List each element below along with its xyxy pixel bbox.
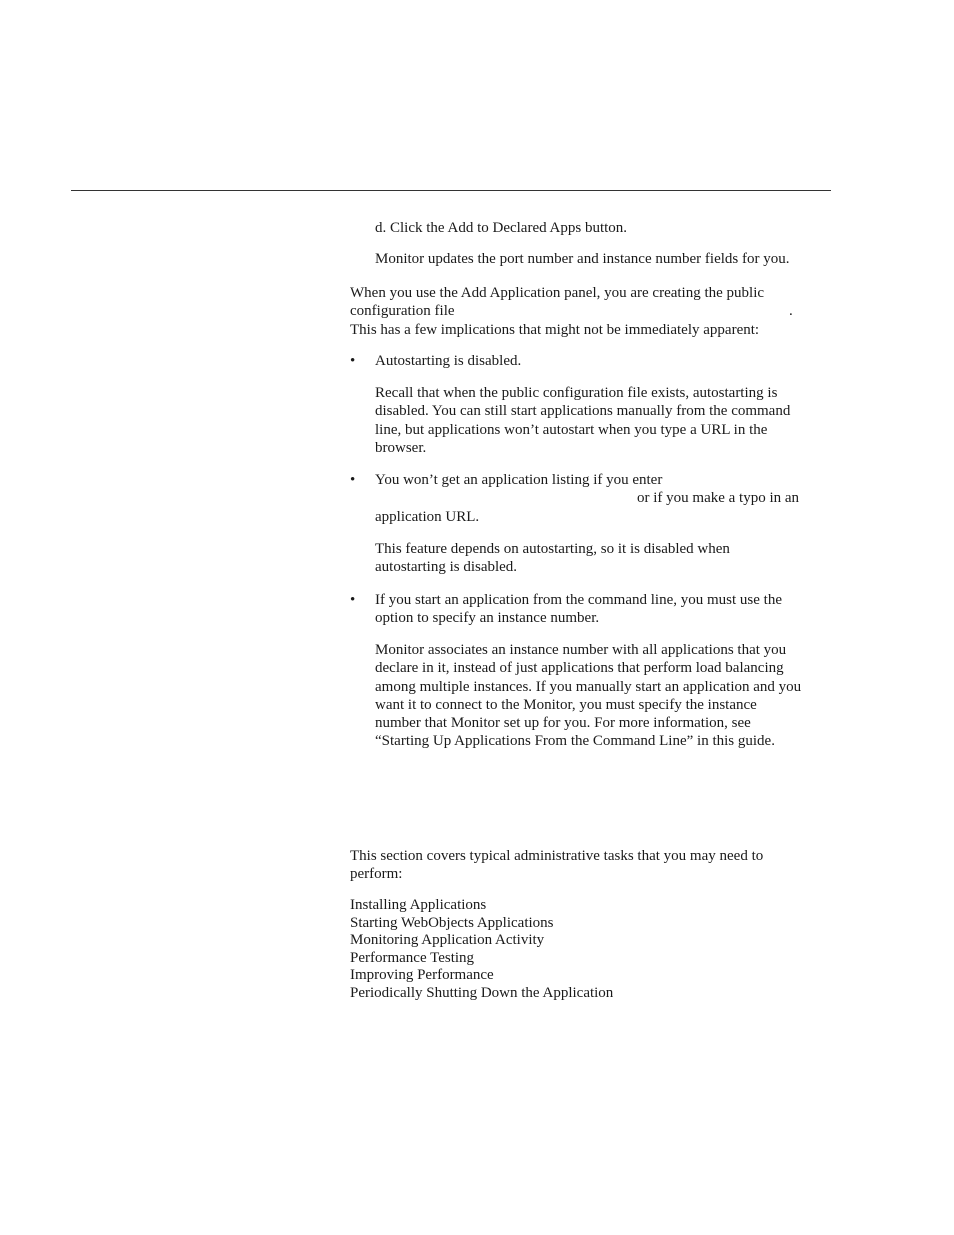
task-list (350, 897, 613, 1003)
bullet-text: Autostarting is disabled. (375, 353, 522, 369)
bullet-body-line: among multiple instances. If you manually start an application and you (375, 678, 802, 695)
bullet-body-line: line, but applications won’t autostart when you type a URL in the (375, 421, 768, 438)
bullet-1-body (375, 384, 790, 457)
intro-line (350, 302, 793, 320)
bullet-body-line: number that Monitor set up for you. For more information, see (375, 715, 751, 732)
intro-paragraph (350, 284, 793, 339)
bullet-text: or if you make a typo in an (637, 490, 800, 507)
bullet-body-line: “Starting Up Applications From the Command Line” in this guide. (375, 733, 775, 750)
bullet-2-body (375, 540, 730, 577)
bullet-3-head (375, 591, 782, 628)
bullet-body-line: autostarting is disabled. (375, 559, 518, 576)
task-link[interactable]: Starting WebObjects Applications (350, 914, 554, 931)
bullet-marker: • (350, 592, 356, 608)
section-intro-line: This section covers typical administrative tasks that you may need to (350, 848, 764, 864)
bullet-body-line: browser. (375, 439, 427, 456)
intro-line: This has a few implications that might not be immediately apparent: (350, 321, 760, 338)
section-intro-line: perform: (350, 866, 403, 883)
section-intro (350, 847, 763, 884)
bullet-3-body (375, 641, 801, 751)
bullet-body-line: disabled. You can still start applications manually from the command (375, 403, 791, 420)
bullet-body-line: declare in it, instead of just applications that perform load balancing (375, 660, 784, 677)
bullet-body-line: Recall that when the public configuration file exists, autostarting is (375, 385, 778, 401)
intro-period: . (789, 303, 793, 320)
bullet-marker: • (350, 353, 356, 369)
bullet-text: If you start an application from the command line, you must use the (375, 592, 782, 608)
intro-config-file: configuration file (350, 303, 455, 320)
bullet-marker: • (350, 472, 356, 488)
bullet-body-line: want it to connect to the Monitor, you must specify the instance (375, 696, 757, 713)
bullet-2-head (375, 471, 799, 526)
bullet-text: You won’t get an application listing if you enter (375, 472, 663, 488)
task-link[interactable]: Improving Performance (350, 967, 494, 984)
task-link[interactable]: Performance Testing (350, 949, 475, 966)
task-link[interactable]: Periodically Shutting Down the Application (350, 984, 614, 1001)
header-rule (71, 190, 831, 191)
bullet-text: option to specify an instance number. (375, 610, 600, 627)
step-d-result: Monitor updates the port number and instance number fields for you. (375, 251, 790, 267)
task-link[interactable]: Monitoring Application Activity (350, 932, 545, 949)
bullet-body-line: This feature depends on autostarting, so it is disabled when (375, 541, 730, 557)
intro-line: When you use the Add Application panel, you are creating the public (350, 285, 765, 301)
task-link[interactable]: Installing Applications (350, 897, 487, 913)
bullet-1-head (375, 352, 521, 370)
bullet-body-line: Monitor associates an instance number with all applications that you (375, 642, 787, 658)
bullet-text: application URL. (375, 508, 480, 525)
step-d: d. Click the Add to Declared Apps button. (375, 220, 628, 236)
